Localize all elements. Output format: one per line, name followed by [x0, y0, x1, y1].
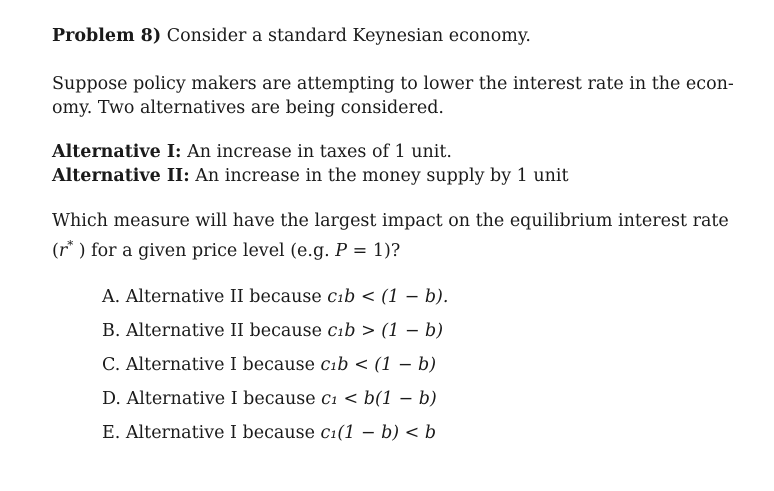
intro-paragraph [52, 72, 752, 120]
question-paragraph [52, 209, 752, 263]
question-line-2-mid: ) for a given price level (e.g. [73, 241, 336, 261]
option-d[interactable] [102, 387, 752, 411]
alternative-1-label: Alternative I: [52, 142, 182, 162]
problem-prompt: Consider a standard Keynesian economy. [166, 26, 531, 46]
option-expression: c₁b < (1 − b). [327, 287, 449, 307]
option-text: Alternative I because [125, 423, 321, 443]
r-symbol: r [58, 241, 68, 261]
problem-heading [52, 24, 752, 48]
option-e[interactable] [102, 421, 752, 445]
option-expression: c₁(1 − b) < b [320, 423, 437, 443]
option-letter: A. [102, 287, 121, 307]
option-letter: B. [102, 321, 121, 341]
intro-line-2: omy. Two alternatives are being considered. [52, 98, 444, 118]
question-paren-open: ( [52, 241, 59, 261]
problem-page [52, 24, 752, 455]
answer-options [102, 285, 752, 445]
intro-line-1: Suppose policy makers are attempting to lower the interest rate in the econ- [52, 74, 734, 94]
option-letter: C. [102, 355, 121, 375]
option-letter: E. [102, 423, 121, 443]
option-expression: c₁ < b(1 − b) [321, 389, 437, 409]
alternative-1-text: An increase in taxes of 1 unit. [187, 142, 452, 162]
p-symbol: P [335, 241, 348, 261]
alternative-2-label: Alternative II: [52, 166, 190, 186]
option-expression: c₁b > (1 − b) [327, 321, 444, 341]
r-star: * [67, 238, 74, 252]
question-line-1: Which measure will have the largest impact on the equilibrium interest rate [52, 211, 729, 231]
option-a[interactable] [102, 285, 752, 309]
alternatives-block [52, 140, 752, 188]
option-b[interactable] [102, 319, 752, 343]
option-text: Alternative I because [125, 355, 321, 375]
option-expression: c₁b < (1 − b) [320, 355, 437, 375]
option-text: Alternative II because [125, 287, 328, 307]
alternative-2-text: An increase in the money supply by 1 unit [195, 166, 569, 186]
option-letter: D. [102, 389, 121, 409]
option-c[interactable] [102, 353, 752, 377]
question-line-2-end: = 1)? [347, 241, 401, 261]
option-text: Alternative I because [126, 389, 322, 409]
option-text: Alternative II because [126, 321, 328, 341]
problem-label: Problem 8) [52, 26, 162, 46]
